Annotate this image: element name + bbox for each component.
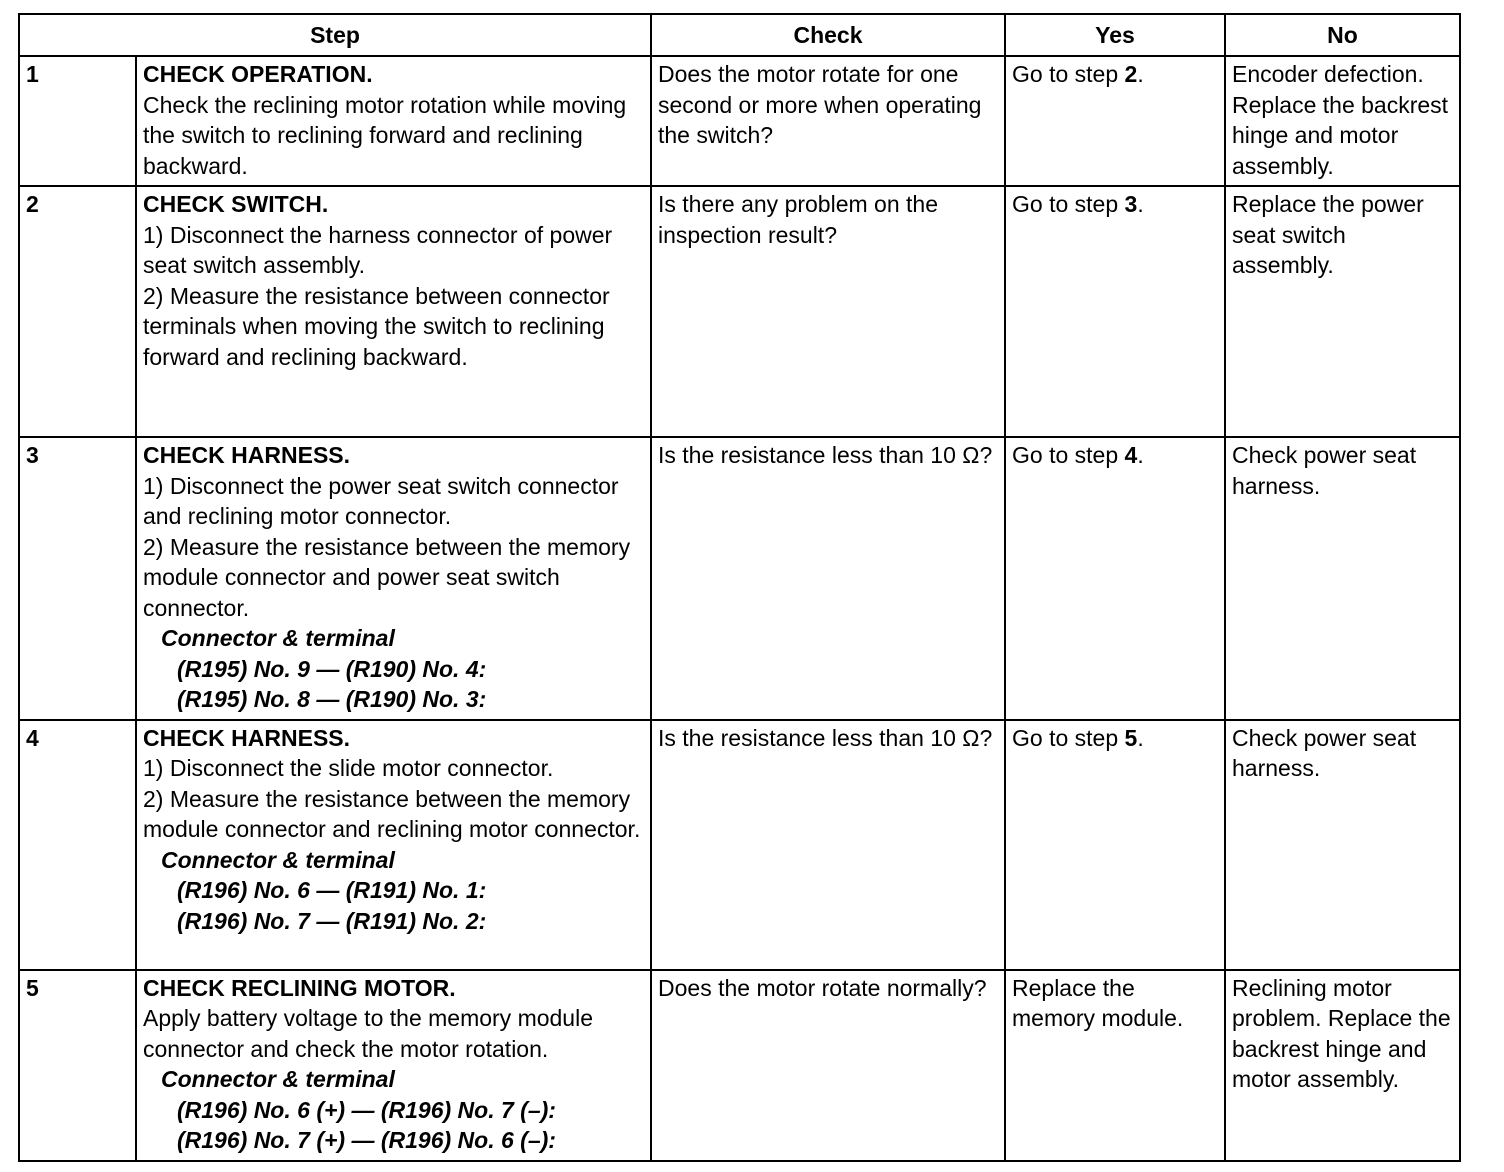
terminal-spec: (R195) No. 9 — (R190) No. 4: [177,655,487,682]
table-row [19,970,1460,1161]
step-instruction: 1) Disconnect the harness connector of power seat switch assembly. [143,221,613,278]
yes-cell [1005,56,1225,186]
yes-text: Replace the memory module. [1012,974,1184,1031]
step-cell [136,720,651,970]
step-title: CHECK SWITCH. [143,191,329,217]
yes-text: Go to step [1012,61,1125,87]
step-title: CHECK RECLINING MOTOR. [143,974,456,1001]
step-instruction: 2) Measure the resistance between connector terminals when moving the switch to reclining forward and reclining backward. [143,282,610,370]
yes-step-number: 5 [1124,724,1138,751]
terminal-spec: (R196) No. 7 — (R191) No. 2: [177,907,487,934]
table-row [19,56,1460,186]
connector-label: Connector & terminal [161,625,395,651]
no-cell: Reclining motor problem. Replace the backrest hinge and motor assembly. [1225,970,1460,1161]
yes-cell [1005,720,1225,970]
header-step: Step [19,14,651,56]
no-cell: Check power seat harness. [1225,437,1460,720]
step-cell [136,437,651,720]
check-cell: Does the motor rotate for one second or more when operating the switch? [651,56,1005,186]
terminal-spec: (R196) No. 6 (+) — (R196) No. 7 (–): [177,1096,556,1123]
no-cell: Encoder defection. Replace the backrest hinge and motor assembly. [1225,56,1460,186]
yes-text: Go to step [1012,442,1125,468]
step-number: 2 [19,186,136,437]
step-cell [136,186,651,437]
check-cell: Is the resistance less than 10 Ω? [651,437,1005,720]
no-cell: Check power seat harness. [1225,720,1460,970]
step-title: CHECK OPERATION. [143,61,373,87]
no-cell: Replace the power seat switch assembly. [1225,186,1460,437]
check-cell: Is there any problem on the inspection result? [651,186,1005,437]
step-cell [136,56,651,186]
step-number: 3 [19,437,136,720]
connector-label: Connector & terminal [161,846,395,873]
yes-cell [1005,186,1225,437]
yes-step-number: 3 [1124,191,1138,217]
yes-text: Go to step [1012,724,1125,751]
check-cell: Does the motor rotate normally? [651,970,1005,1161]
yes-end: . [1137,442,1144,468]
yes-end: . [1137,191,1144,217]
table-row [19,437,1460,720]
yes-cell [1005,437,1225,720]
yes-step-number: 4 [1124,442,1138,468]
terminal-spec: (R195) No. 8 — (R190) No. 3: [177,686,487,712]
step-number: 4 [19,720,136,970]
terminal-spec: (R196) No. 6 — (R191) No. 1: [177,877,487,903]
header-no: No [1225,14,1460,56]
table-row [19,720,1460,970]
yes-cell [1005,970,1225,1161]
header-row [19,14,1460,56]
header-check: Check [651,14,1005,56]
yes-end: . [1137,61,1144,87]
terminal-spec: (R196) No. 7 (+) — (R196) No. 6 (–): [177,1127,556,1153]
step-instruction: 1) Disconnect the slide motor connector. [143,755,554,781]
step-instruction: 1) Disconnect the power seat switch connector and reclining motor connector. [143,472,619,529]
step-instruction: 2) Measure the resistance between the memory module connector and reclining motor connector. [143,785,641,842]
connector-label: Connector & terminal [161,1066,395,1092]
step-title: CHECK HARNESS. [143,724,351,751]
step-cell [136,970,651,1161]
step-number: 5 [19,970,136,1161]
step-number: 1 [19,56,136,186]
step-instruction: Apply battery voltage to the memory module connector and check the motor rotation. [143,1005,594,1062]
table-row [19,186,1460,437]
yes-step-number: 2 [1124,61,1138,87]
check-cell: Is the resistance less than 10 Ω? [651,720,1005,970]
header-yes: Yes [1005,14,1225,56]
yes-text: Go to step [1012,191,1125,217]
yes-end: . [1137,724,1144,751]
step-instruction: 2) Measure the resistance between the memory module connector and power seat switch connector. [143,533,631,621]
diagnostic-table [18,13,1461,1162]
step-title: CHECK HARNESS. [143,442,351,468]
step-instruction: Check the reclining motor rotation while moving the switch to reclining forward and reclining backward. [143,91,627,179]
